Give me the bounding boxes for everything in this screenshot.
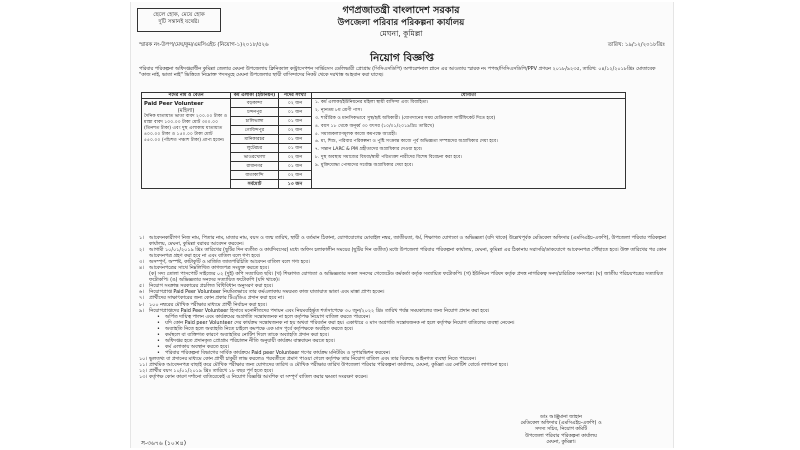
qualification-item: ৫. সমাজকল্যাণমূলক কাজে কমপক্ষে আগ্রহী।	[315, 131, 397, 137]
condition-number: ৮।	[139, 301, 144, 308]
condition-number: •	[157, 313, 160, 320]
condition-number: •	[157, 319, 160, 326]
post-pay-description: দৈনিক যাতায়াত ভাতা বাবদ ২০০.০০ টাকা ও মাস্তা বাবদ ১০০.০০ টাকা মোট ৩০০.০০ (তিনশত টাকা) এবং দুস্থ এলাকায় যাতায়াত ৪০০.০০ টাকা ও ১৫০.০০ টাকা মোট ৫৫০.০০ (পাঁচশত পঞ্চাশ টাকা) প্রাপ্য হবেন।	[144, 114, 228, 143]
memo-number: স্মারক নং-উপপ/মেঘ/কুম/এমসিএইচ (নিয়োগ-১)২০১৮/৫২৬	[139, 42, 269, 48]
signature-block	[461, 414, 661, 445]
union-name: গোবিন্দপুর	[231, 126, 279, 135]
union-name: সর্বমোট	[231, 180, 279, 189]
post-count: ০২ জন	[279, 126, 312, 135]
qualification-item: ৯. মুক্তিযোদ্ধা পোষ্যদের সর্বোচ্চ অগ্রাধিকার দেয়া হবে।	[315, 162, 413, 168]
document-date: তারিখ: ১৯/১২/২০১৮খ্রিঃ	[607, 42, 665, 48]
union-name: বড়কান্দা	[231, 99, 279, 108]
office-location: মেঘনা, কুমিল্লা	[379, 29, 423, 38]
condition-number	[139, 271, 149, 283]
press-code: স-৩৬৭৬ (১০×৪)	[141, 440, 187, 447]
condition-number: ৩।	[139, 259, 144, 266]
condition-text: আগামী ১০/০১/২০১৯ খ্রিঃ তারিখের (ছুটির দিন ব্যতীত ও কার্যদিবসের) মধ্যে অফিস চলাকালীন সময়ের (ছুটির দিন ব্যতীত) মধ্যে উপজেলা পরিবার পরিকল্পনা কার্যালয়, মেঘনা, কুমিল্লা এর ঠিকানায় সরাসরি/ডাকযোগে আবেদনপত্র পৌঁছাতে হবে। উক্ত তারিখের পর কোন আবেদনপত্র গ্রহণ করা হবে না এবং বাতিল বলে গণ্য হবে।	[149, 247, 667, 260]
condition-number: ৭।	[139, 295, 144, 302]
condition-number: ১১।	[139, 361, 148, 368]
page-title: নিয়োগ বিজ্ঞপ্তি	[370, 52, 434, 64]
condition-text: প্রার্থীদের সাক্ষাৎকারের জন্য কোন প্রকার টিএ/ডিএ প্রদান করা হবে না।	[149, 295, 284, 302]
qualification-item: ৮. দুস্থ অবস্থায় সমাজের বিধবা/স্বামী পরিত্যক্তা নারীদের বিশেষ বিবেচনা করা হবে।	[315, 155, 462, 161]
post-description-cell	[142, 99, 231, 189]
header-count: পদের সংখ্যা	[279, 93, 312, 99]
condition-item	[139, 247, 667, 259]
vacancy-table	[141, 92, 626, 189]
slogan-line-2: দুটি সন্তানই যথেষ্ট।	[158, 19, 200, 25]
condition-text: (ক) সদ্য তোলা পাসপোর্ট সাইজের ০২ (দুই) কপি সত্যায়িত ছবি। (খ) শিক্ষাগত যোগ্যতা ও অভিজ্ঞতার সকল সনদের গেজেটেড কর্মকর্তা কর্তৃক সত্যায়িত ফটোকপি। (গ) ইউনিয়ন পরিষদ কর্তৃক প্রদত্ত নাগরিকত্ব সনদ/চারিত্রিক সনদপত্র। (ঘ) জাতীয় পরিচয়পত্রের সত্যায়িত ফটোকপি। (ঙ) অভিজ্ঞতার সনদের সত্যায়িত ফটোকপি (যদি থাকে)।	[149, 271, 664, 284]
table-row	[142, 99, 626, 108]
condition-text: অসম্পূর্ণ, অস্পষ্ট, কাটাকুটি ও মার্জিত জাতপরিচিতি আবেদন বাতিল বলে গণ্য হবে।	[149, 259, 310, 266]
qualification-item: ২. ন্যূনতম ৮ম শ্রেণী পাস।	[315, 108, 363, 114]
post-count: ০১ জন	[279, 144, 312, 153]
condition-number: ৬।	[139, 289, 144, 296]
post-count: ০২ জন	[279, 99, 312, 108]
qualification-item: ৬. মা, শিশু, পরিবার পরিকল্পনা ও পুষ্টি সংক্রান্ত কাজে পূর্ব অভিজ্ঞতা সম্পন্নদের অগ্রাধিকার দেয়া হবে।	[315, 139, 498, 145]
conditions-list	[139, 235, 667, 380]
condition-item	[139, 374, 667, 380]
condition-number: ৫।	[139, 283, 144, 290]
condition-text: অধিদপ্তর হতে প্রদানকৃত প্রোগ্রাম পরিচালন নীতি অনুযায়ী কার্যক্রম বাস্তবায়ন করতে হবে।	[165, 337, 335, 344]
condition-text: কর্ম এলাকায় অবস্থান করতে হবে।	[165, 343, 230, 350]
signatory-designation: মেডিকেল অফিসার (এমসিএইচ-এফপি) ও	[520, 420, 602, 427]
post-subtitle: (মহিলা)	[177, 107, 195, 114]
condition-item	[139, 271, 667, 283]
signatory-committee: সদস্য সচিব, নিয়োগ কমিটি	[534, 426, 588, 433]
union-name: রাধানগর	[231, 162, 279, 171]
condition-text: নিয়োগপ্রাপ্তদের Paid Peer Volunteer হিসাবে মনোনীতদের পদায়ন এবং নিয়মবহির্ভূত শর্তসাপেক্ষে ৩০ জুন/২০২২ খ্রিঃ তারিখ পর্যন্ত সময়কালের জন্য নিয়োগ প্রদান করা হবে।	[149, 307, 490, 314]
qualification-item: ৭. সন্তান LARC & PM গ্রহীতাদের অগ্রাধিকার দেওয়া হবে।	[315, 147, 423, 153]
union-name: চালিভাঙ্গা	[231, 117, 279, 126]
union-name: লুটেরচর	[231, 144, 279, 153]
union-name: চন্দনপুর	[231, 108, 279, 117]
condition-text: ভুলতথ্য বা প্রদানের মাধ্যমে কোন প্রার্থী চাকুরী লাভ করলেও পরবর্তীতে প্রমাণ পাওয়া গেলে কর্তৃপক্ষ তার নিয়োগ বাতিল এবং তার বিরুদ্ধে আইনগত ব্যবস্থা নিতে পারবেন।	[149, 355, 477, 362]
union-name: মানিকারচর	[231, 135, 279, 144]
condition-number: •	[157, 331, 160, 338]
signatory-location: মেঘনা, কুমিল্লা।	[546, 438, 576, 445]
post-count: ০১ জন	[279, 117, 312, 126]
condition-text: আবেদনপত্রের সাথে নিম্নলিখিত কাগজপত্র সংযুক্ত করতে হবে।	[149, 265, 269, 272]
condition-text: নিয়োগপ্রাপ্ত Paid Peer Volunteer নিয়মিতভাবে তার কর্মএলাকায় সময়মত কাজ যাতায়াত ভাতা এবং মাস্তা প্রাপ্য হবেন।	[149, 289, 385, 296]
condition-text: আবেদনকারীগণ নিজ নাম, পিতার নাম, মাতার নাম, বয়স ও জন্ম তারিখ, স্থায়ী ও বর্তমান ঠিকানা, যোগাযোগের মোবাইল নম্বর, জাতীয়তা, ধর্ম, শিক্ষাগত যোগ্যতা ও অভিজ্ঞতা (যদি থাকে) উল্লেখপূর্বক মেডিকেল অফিসার (এমসিএইচ-এফপি), উপজেলা পরিবার পরিকল্পনা কার্যালয়, মেঘনা, কুমিল্লা বরাবর আবেদন করবেন।	[149, 235, 667, 248]
slogan-line-1: ছেলে হোক, মেয়ে হোক	[153, 12, 205, 18]
header-post: পদের নাম ও বেতন	[142, 93, 231, 99]
condition-text: প্রাথমিক আবেদনপত্র বাছাই করে মৌখিক পরীক্ষার জন্য যোগ্যদের তারিখ ও মৌখিক পরীক্ষার তারিখ উপজেলা পরিবার পরিকল্পনা কার্যালয়, মেঘনা, কুমিল্লা এর নোটিশ বোর্ডে লাগানো হবে।	[149, 361, 508, 368]
post-count: ০১ জন	[279, 162, 312, 171]
condition-number: ১২।	[139, 368, 148, 375]
header-union: কর্ম এলাকা (ইউনিয়ন)	[231, 93, 279, 99]
condition-number: ১৩।	[139, 374, 148, 381]
condition-number: •	[157, 325, 160, 332]
signatory-office: উপজেলা পরিবার পরিকল্পনা কার্যালয়	[525, 432, 597, 439]
condition-number: •	[157, 343, 160, 350]
qualification-item: ১. কর্ম এলাকা/ইউনিয়নের মহিলা স্থায়ী বাসিন্দা এবং বিবাহিতা।	[315, 100, 429, 106]
condition-text: কর্তৃপক্ষ কোন কারণ দর্শানো ব্যতিরেকেই এ নিয়োগ বিজ্ঞপ্তি আংশিক বা সম্পূর্ণ বাতিল করার ক্ষমতা সংরক্ষণ করেন।	[149, 374, 368, 381]
condition-text: যদি কোন Paid peer Volunteer দের কার্যক্রম সন্তোষজনক না হয় অথবা পরিবর্তন করা হয়। একাধারে ৩ মাস অগ্রগতি সন্তোষজনক না হলে কর্তৃপক্ষ নিয়োগ বাতিলের ব্যবস্থা নেবেন।	[165, 319, 515, 326]
condition-text: অব্যাহতি নিতে হলে অব্যাহতি নিতে চাইলে কমপক্ষে এক মাস পূর্বে কর্তৃপক্ষকে অবহিত করতে হবে।	[165, 325, 354, 332]
post-count: ০১ জন	[279, 135, 312, 144]
condition-text: পরিবার পরিকল্পনা বিভাগের সার্বিক কার্যক্রমে Paid peer Volunteer গণের কার্যক্রম মনিটরিং ও সুপারভিশন করবেন।	[165, 349, 391, 356]
condition-text: কর্মস্থলে বা ব্যক্তিগত কারণে অব্যাহতির নোটিশ দিলে তাকে অব্যাহতি প্রদান করা হবে।	[165, 331, 329, 338]
condition-number: ৯।	[139, 307, 144, 314]
union-name: ভাওরখোলা	[231, 153, 279, 162]
condition-number: •	[157, 349, 160, 356]
qualification-cell	[312, 99, 626, 189]
job-circular-document	[130, 2, 674, 448]
condition-text: নিয়োগ সংক্রান্ত সরকারের প্রচলিত বিধিবিধান অনুসরণ করা হবে।	[149, 283, 274, 290]
vacancy-table-body	[142, 99, 626, 189]
slogan-box	[137, 8, 221, 32]
condition-number: ২।	[139, 247, 144, 254]
condition-number: •	[157, 337, 160, 344]
condition-text: ১০০ নম্বরের মৌখিক পরীক্ষার মাধ্যমে প্রার্থী নির্বাচন করা হবে।	[149, 301, 267, 308]
condition-item	[139, 235, 667, 247]
condition-number: ১।	[139, 235, 144, 241]
post-count: ০১ জন	[279, 108, 312, 117]
qualification-item: ৩. শারীরিক ও মানসিকভাবে সুস্থ/হৃষ্ট অধিকারী। (যোগদানের সময় মেডিক্যাল সার্টিফিকেট দিতে হবে)	[315, 115, 496, 121]
post-count: ১৩ জন	[279, 180, 312, 189]
post-title: Paid Peer Volunteer	[144, 101, 204, 108]
post-count: ০২ জন	[279, 171, 312, 180]
government-title: গণপ্রজাতন্ত্রী বাংলাদেশ সরকার	[342, 5, 460, 16]
intro-paragraph: পরিবার পরিকল্পনা অধিদপ্তরাধীন কুমিল্লা জেলার মেঘনা উপজেলায় ক্লিনিক্যাল কন্ট্রাসেপশন সার্ভিসেস ডেলিভারী প্রোগ্রাম (সিসিএসডিপি) অপারেশনাল প্লানে এর আওতায় স্মারক নং পপঅ/সিসিএসডিপি/PPV প্রণয়ন ২০১৮/৯২৩৫, তারিখ: ০৪/১২/২০১৮খ্রিঃ মোতাবেক "কাজ নাই, ভাতা নাই" ভিত্তিতে নিম্নোক্ত পদসমূহে মেঘনা উপজেলার স্থায়ী বাসিন্দাদের নিকট থেকে দরখাস্ত আহবান করা যাচ্ছে।	[139, 66, 656, 79]
post-count: ০২ জন	[279, 153, 312, 162]
condition-number: ১০।	[139, 355, 148, 362]
header-qualification: যোগ্যতা	[312, 93, 626, 99]
union-name: বাতাকান্দি	[231, 171, 279, 180]
condition-number: ৪।	[139, 265, 144, 272]
office-title: উপজেলা পরিবার পরিকল্পনা কার্যালয়	[337, 18, 465, 28]
condition-text: অর্পিত দায়িত্ব পালন এবং কার্যক্রমের অগ্রগতি সন্তোষজনক না হলে কর্তৃপক্ষ নিয়োগ বাতিল করতে পারবেন।	[165, 313, 371, 320]
condition-text: প্রার্থীর বয়স ১০/০১/২০১৯ খ্রিঃ তারিখে ১৮ বছর পূর্ণ হতে হবে।	[149, 368, 274, 375]
qualification-item: ৪. বয়স ১৮ থেকে অনূর্ধ্ব ৩০ বৎসর (১০/০১/২০১৯খ্রিঃ তারিখে)	[315, 123, 434, 129]
signatory-name: ডাঃ আঞ্জুমানা জাহান	[540, 414, 582, 420]
